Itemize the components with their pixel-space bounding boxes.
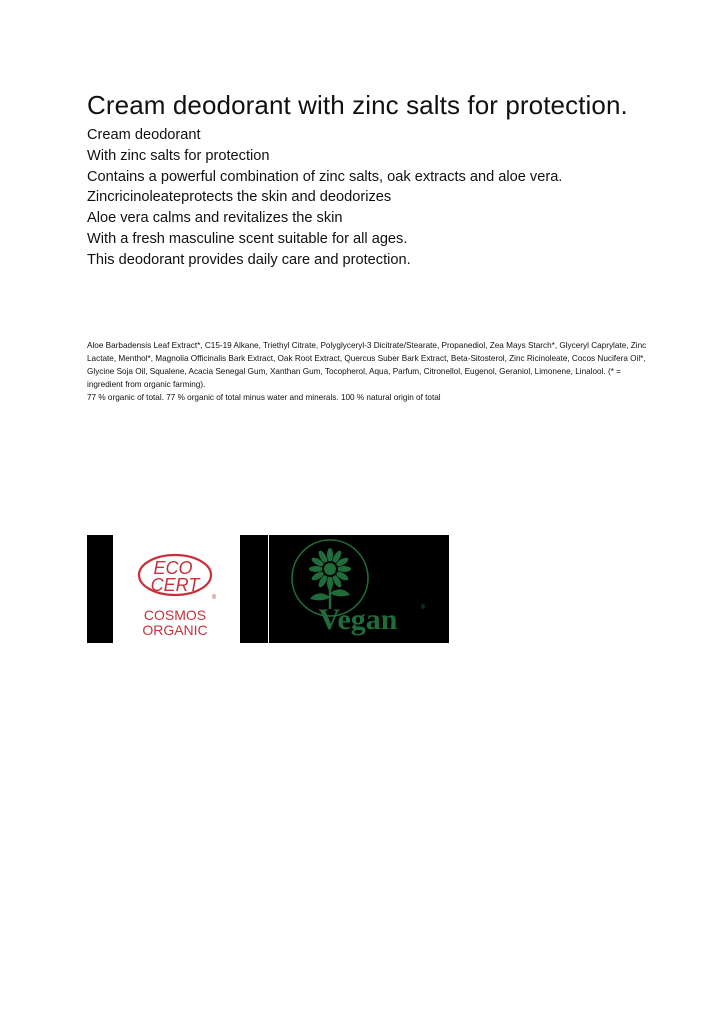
description-line: Zincricinoleateprotects the skin and deodorizes bbox=[87, 189, 392, 206]
ingredients-block bbox=[87, 339, 647, 404]
vegan-logo bbox=[268, 535, 449, 643]
ingredients-list: Aloe Barbadensis Leaf Extract*, C15-19 Alkane, Triethyl Citrate, Polyglyceryl-3 Dicitrate/Stearate, Propanediol, Zea Mays Starch*, Glyceryl Caprylate, Zinc Lactate, Menthol*, Magnolia Officinalis Bark Extract, Oak Root Extract, Quercus Suber Bark Extract, Beta-Sitosterol, Zinc Ricinoleate, Cocos Nucifera Oil*, Glycine Soja Oil, Squalene, Acacia Senegal Gum, Xanthan Gum, Tocopherol, Aqua, Parfum, Citronellol, Eugenol, Geraniol, Limonene, Linalool. (* = ingredient from organic farming). bbox=[87, 341, 647, 389]
description-line: This deodorant provides daily care and protection. bbox=[87, 251, 411, 268]
ecocert-text-cert: CERT bbox=[150, 575, 200, 595]
vegan-emblem bbox=[268, 535, 449, 643]
description-line: With zinc salts for protection bbox=[87, 147, 270, 164]
product-section bbox=[87, 88, 647, 271]
ecocert-text-cosmos: COSMOS bbox=[143, 607, 207, 623]
description-line: With a fresh masculine scent suitable for all ages. bbox=[87, 230, 408, 247]
organic-note: 77 % organic of total. 77 % organic of total minus water and minerals. 100 % natural origin of total bbox=[87, 393, 441, 402]
description-line: Aloe vera calms and revitalizes the skin bbox=[87, 210, 343, 227]
ecocert-text-eco: ECO bbox=[153, 558, 193, 578]
description-list bbox=[87, 125, 647, 271]
sunflower-icon bbox=[309, 548, 351, 609]
vegan-registered-mark: ® bbox=[420, 605, 426, 611]
description-line: Cream deodorant bbox=[87, 127, 201, 143]
certification-logos bbox=[87, 535, 449, 643]
description-line: Contains a powerful combination of zinc salts, oak extracts and aloe vera. bbox=[87, 168, 563, 185]
ecocert-text-organic: ORGANIC bbox=[142, 622, 208, 638]
ecocert-cosmos-organic-logo bbox=[87, 535, 268, 643]
logo-divider bbox=[268, 535, 269, 643]
product-title: Cream deodorant with zinc salts for protection. bbox=[87, 90, 628, 120]
vegan-wordmark: Vegan bbox=[318, 603, 398, 636]
ecocert-registered-mark: ® bbox=[211, 595, 217, 601]
ecocert-emblem bbox=[113, 535, 240, 643]
ecocert-logo-panel bbox=[113, 535, 240, 643]
